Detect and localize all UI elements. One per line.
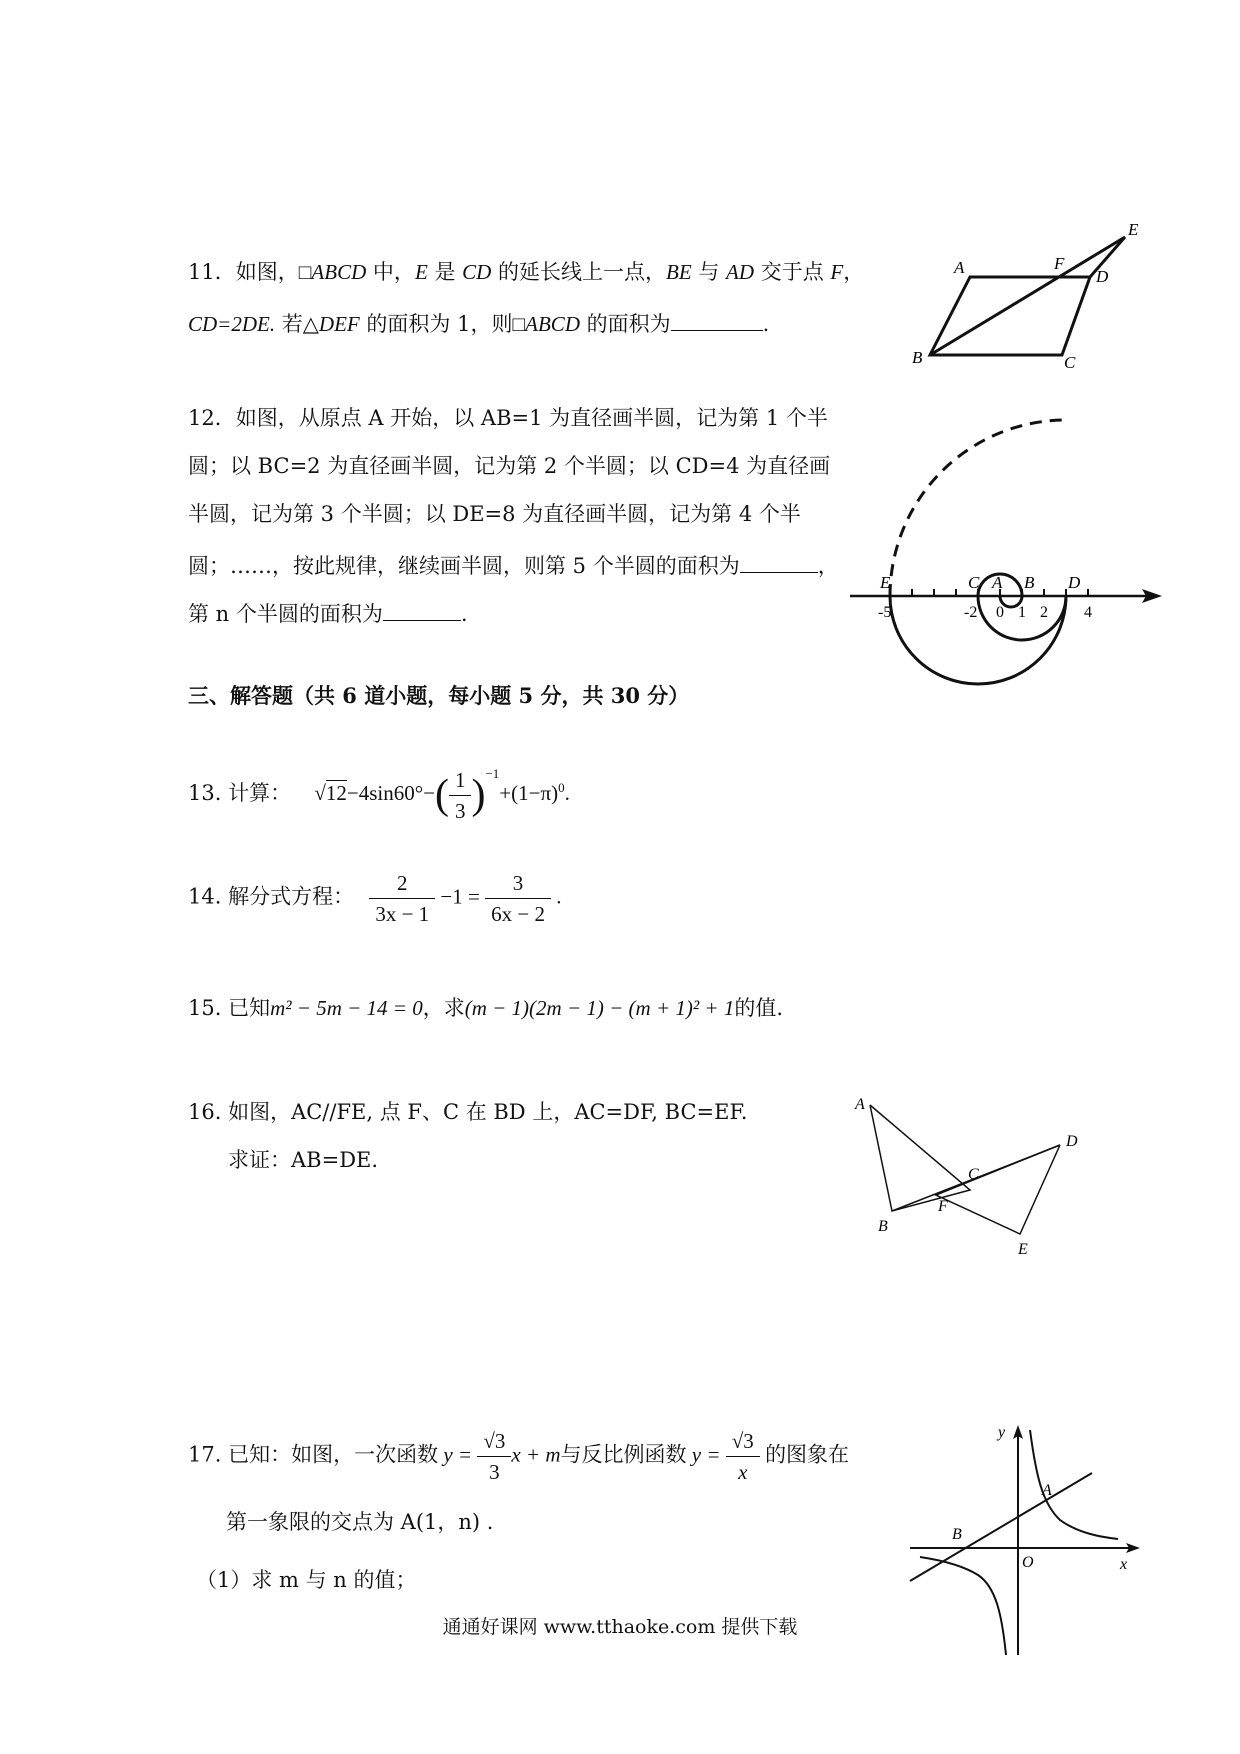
q12-line1: 12．如图，从原点 A 开始，以 AB=1 为直径画半圆，记为第 1 个半 [188, 406, 828, 430]
q16-line2: 求证：AB=DE. [228, 1148, 379, 1172]
tick-label-0: 0 [996, 604, 1004, 621]
label-a: A [1042, 1482, 1052, 1499]
q12-line4: 圆；……，按此规律，继续画半圆，则第 5 个半圆的面积为 ， [188, 550, 839, 580]
q17-line2: 第一象限的交点为 A(1，n) . [226, 1510, 494, 1534]
section-3-heading: 三、解答题（共 6 道小题，每小题 5 分，共 30 分） [188, 683, 690, 708]
triangle-abc [870, 1105, 970, 1211]
tick-label-4: 4 [1084, 604, 1092, 621]
q16-triangles-figure [840, 1095, 1100, 1265]
q17-line3: （1）求 m 与 n 的值； [196, 1568, 417, 1592]
fraction-2-over-3x-1: $\frac{2}{3x - 1}$ [369, 868, 435, 929]
label-b: B [912, 348, 923, 367]
label-d: D [1066, 1133, 1078, 1150]
tick-label-2: 2 [1040, 604, 1048, 621]
tick-label-minus2: -2 [964, 604, 978, 621]
label-f: F [938, 1198, 948, 1215]
label-c: C [1064, 353, 1076, 372]
linear-function-line [910, 1473, 1092, 1581]
tick-label-minus5: -5 [878, 604, 892, 621]
label-b: B [952, 1526, 962, 1543]
q12-semicircle-spiral-figure [840, 400, 1170, 700]
q13-expression: 13. 计算： √12−4sin60°−( $\frac{1}{3}$ )$^{-1}+(1-\pi)^0$. [188, 754, 570, 826]
fraction-sqrt3-over-x: $\frac{√3}{x}$ [726, 1426, 760, 1487]
fraction-one-third: $\frac{1}{3}$ [449, 765, 472, 826]
q12-line3: 半圆，记为第 3 个半圆；以 DE=8 为直径画半圆，记为第 4 个半 [188, 502, 801, 526]
label-c: C [968, 1166, 979, 1183]
q14-equation: 14. 解分式方程： $\frac{2}{3x - 1}$ −1 = $\frac{3}{6x - 2}$ . [188, 868, 561, 929]
left-paren: ( [434, 772, 449, 819]
answer-blank [383, 598, 461, 621]
answer-blank [671, 308, 763, 331]
label-a: A [954, 258, 965, 277]
label-e: E [1128, 220, 1139, 239]
q11-line2: CD=2DE. 若△DEF 的面积为 1，则□ABCD 的面积为 . [188, 308, 769, 338]
q17-line1: 17. 已知：如图，一次函数 y = $\frac{√3}{3}$ x + m与反比例函数 y = $\frac{√3}{x}$ 的图象在 [188, 1426, 849, 1487]
right-paren: ) [471, 772, 486, 819]
label-b: B [878, 1218, 888, 1235]
label-a: A [855, 1096, 865, 1113]
q15-line: 15. 已知m² − 5m − 14 = 0，求(m − 1)(2m − 1) − (m + 1)² + 1的值. [188, 996, 784, 1020]
triangle-def [936, 1145, 1060, 1234]
q16-line1: 16. 如图，AC//FE, 点 F、C 在 BD 上，AC=DF, BC=EF. [188, 1100, 748, 1124]
parallelogram-abcd [930, 277, 1090, 355]
point-b-label: B [1024, 573, 1035, 592]
point-c-label: C [968, 573, 980, 592]
tick-label-1: 1 [1018, 604, 1026, 621]
label-e: E [1018, 1241, 1028, 1258]
q12-line5: 第 n 个半圆的面积为 . [188, 598, 468, 628]
sqrt-symbol: √ [314, 781, 326, 805]
fraction-3-over-6x-2: $\frac{3}{6x - 2}$ [485, 868, 551, 929]
q11-parallelogram-figure [900, 220, 1160, 380]
fraction-sqrt3-over-3: $\frac{√3}{3}$ [477, 1426, 511, 1487]
page-footer: 通通好课网 www.tthaoke.com 提供下载 [442, 1616, 798, 1638]
answer-blank [740, 550, 818, 573]
semicircle-5-dashed [890, 420, 1066, 596]
point-e-label: E [880, 573, 891, 592]
point-d-label: D [1068, 573, 1081, 592]
label-f: F [1054, 254, 1065, 273]
label-d: D [1096, 267, 1109, 286]
label-y: y [998, 1424, 1006, 1441]
q12-line2: 圆；以 BC=2 为直径画半圆，记为第 2 个半圆；以 CD=4 为直径画 [188, 454, 831, 478]
q11-line1: 11．如图，□ABCD 中，E 是 CD 的延长线上一点，BE 与 AD 交于点 F， [188, 260, 865, 284]
point-a-label: A [992, 573, 1003, 592]
hyperbola-branch-q3 [920, 1557, 1006, 1655]
label-x: x [1120, 1556, 1128, 1573]
label-o: O [1022, 1554, 1034, 1571]
